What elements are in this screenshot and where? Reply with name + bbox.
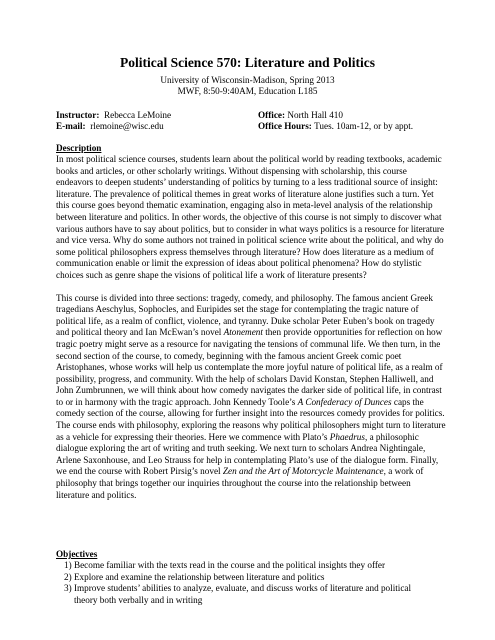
email-label: E-mail: xyxy=(56,121,86,131)
description-body xyxy=(56,154,446,501)
instructor-line xyxy=(56,110,171,120)
email-line xyxy=(56,121,164,131)
office-hours-value: Tues. 10am-12, or by appt. xyxy=(314,121,414,131)
title-atonement: Atonement xyxy=(223,327,263,338)
objective-item: 3) Improve students’ abilities to analyze, evaluate, and discuss works of literature and political xyxy=(64,583,412,594)
schedule-line: MWF, 8:50-9:40AM, Education L185 xyxy=(177,86,318,96)
title-confederacy-of-dunces: A Confederacy of Dunces xyxy=(297,396,392,407)
description-heading: Description xyxy=(56,143,102,153)
description-paragraph-1: In most political science courses, students learn about the political world by reading textbooks, academic books and articles, or other scholarly writings. Without dispensing with scholarship, this course endeavors to deepen students’ understanding of politics by turning to a less traditional source of insight: literature. The prevalence of political themes in great works of literature alone justifies such a turn. Yet this course goes beyond thematic examination, engaging also in meta-level analysis of the relationship between literature and politics. In other words, the objective of this course is not simply to discover what various authors have to say about politics, but to consider in what ways politics is a resource for literature and vice versa. Why do some authors not trained in political science write about the political, and why do some political philosophers express themselves through literature? How does literature as a medium of communication enable or limit the expression of ideas about political phenomena? How do stylistic choices such as genre shape the visions of political life a work of literature presents? xyxy=(56,154,445,280)
objectives-heading: Objectives xyxy=(56,549,98,559)
objectives-list xyxy=(64,560,444,606)
email-value[interactable]: rlemoine@wisc.edu xyxy=(90,121,164,131)
objective-item-continuation: theory both verbally and in writing xyxy=(74,594,203,605)
objective-item: 2) Explore and examine the relationship between literature and politics xyxy=(64,571,325,582)
page-title: Political Science 570: Literature and Politics xyxy=(119,55,376,70)
office-hours-line xyxy=(258,121,413,131)
title-phaedrus: Phaedrus xyxy=(329,431,365,442)
instructor-label: Instructor: xyxy=(56,110,100,120)
title-zen-motorcycle: Zen and the Art of Motorcycle Maintenance xyxy=(222,466,384,477)
office-value: North Hall 410 xyxy=(287,110,343,120)
institution-line: University of Wisconsin-Madison, Spring 2013 xyxy=(160,75,335,85)
description-paragraph-2: This course is divided into three sections: tragedy, comedy, and philosophy. The famous ancient Greek tragedians Aeschylus, Sophocles, and Euripides set the stage for contemplating the tragic nature of political life, as a realm of conflict, violence, and tyranny. Duke scholar Peter Euben’s book on tragedy and political theory and Ian McEwan’s novel Atonement then provide opportunities for reflection on how tragic poetry might serve as a resource for navigating the tensions of communal life. We then turn, in the second section of the course, to comedy, beginning with the famous ancient Greek comic poet Aristophanes, whose works will help us contemplate the more joyful nature of political life, as a realm of possibility, progress, and community. With the help of scholars David Konstan, Stephen Halliwell, and John Zumbrunnen, we will think about how comedy navigates the darker side of political life, in contrast to or in harmony with the tragic approach. John Kennedy Toole’s A Confederacy of Dunces caps the comedy section of the course, allowing for further insight into the resources comedy provides for politics. The course ends with philosophy, exploring the reasons why political philosophers might turn to literature as a vehicle for expressing their theories. Here we commence with Plato’s Phaedrus, a philosophic dialogue exploring the art of writing and truth seeking. We next turn to scholars Andrea Nightingale, Arlene Saxonhouse, and Leo Strauss for help in contemplating Plato’s use of the dialogue form. Finally, we end the course with Robert Pirsig’s novel Zen and the Art of Motorcycle Maintenance, a work of philosophy that brings together our inquiries throughout the course into the relationship between literature and politics. xyxy=(56,292,446,500)
office-hours-label: Office Hours: xyxy=(258,121,312,131)
office-line xyxy=(258,110,343,120)
objective-item: 1) Become familiar with the texts read in the course and the political insights they offer xyxy=(64,560,386,570)
instructor-value: Rebecca LeMoine xyxy=(103,110,172,120)
office-label: Office: xyxy=(258,110,286,120)
